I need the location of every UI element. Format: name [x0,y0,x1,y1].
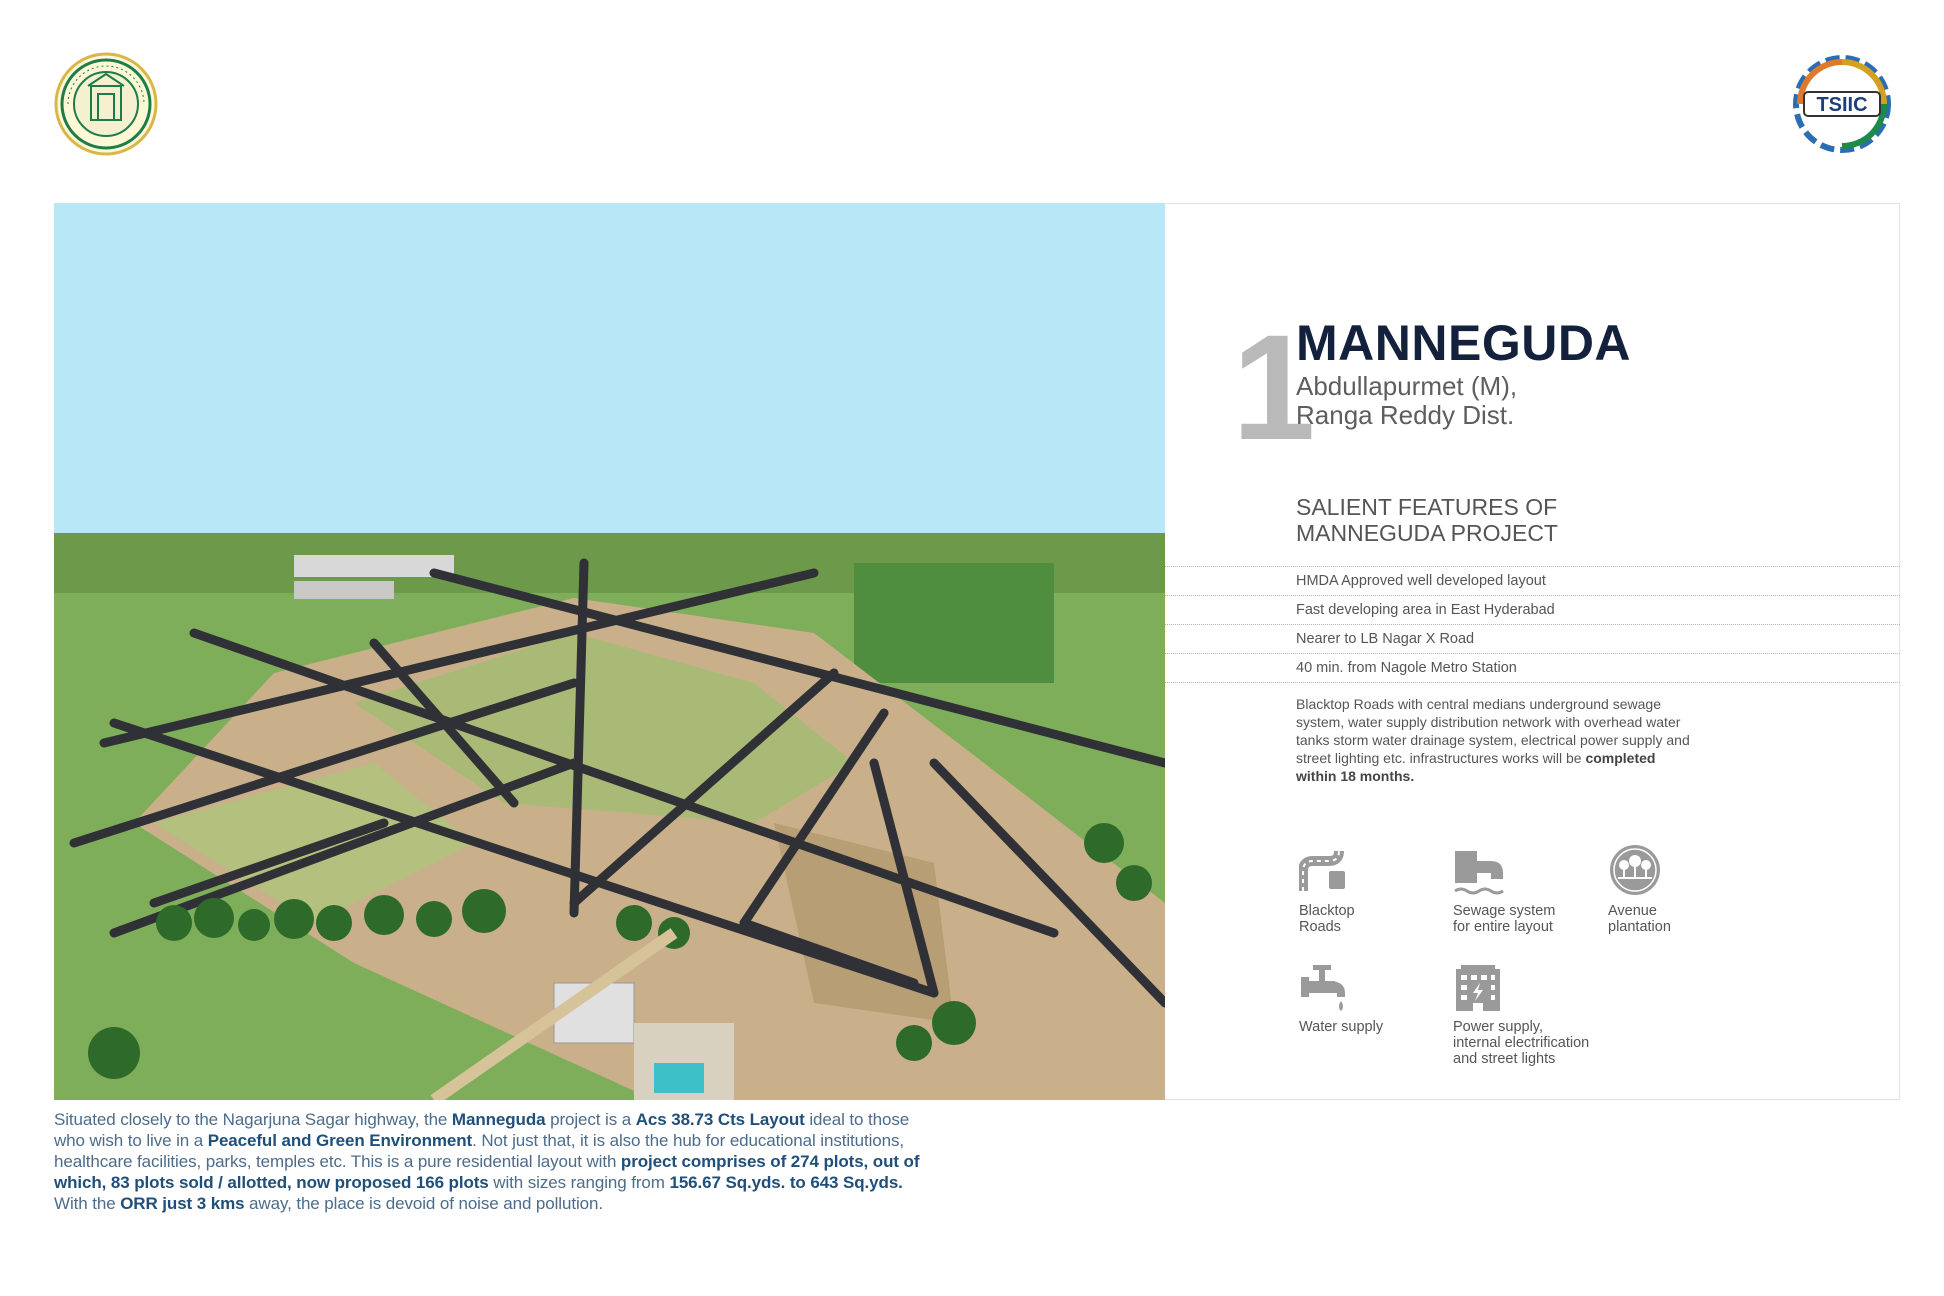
desc-text: project is a [545,1110,636,1129]
desc-highlight: project comprises of 274 plots, out of which, 83 plots sold / allotted, now proposed 166 plots [54,1152,920,1192]
desc-highlight: 156.67 Sq.yds. to 643 Sq.yds. [669,1173,903,1192]
project-location [1296,372,1716,430]
desc-text: away, the place is devoid of noise and pollution. [244,1194,603,1213]
infra-completion: completed within 18 months. [1296,750,1656,784]
tree-icon [1608,843,1662,897]
water-tap-icon [1299,963,1353,1013]
amenity-label: Avenue plantation [1608,903,1671,935]
aerial-layout-photo [54,203,1165,1100]
amenity-blacktop-roads [1299,847,1469,935]
amenity-label: Sewage system for entire layout [1453,903,1556,935]
salient-features-heading [1296,494,1696,546]
feature-item: Nearer to LB Nagar X Road [1165,624,1900,653]
desc-highlight: Peaceful and Green Environment [207,1131,473,1150]
power-building-icon [1453,963,1503,1013]
desc-highlight: ORR just 3 kms [120,1194,245,1213]
tsiic-logo-text: TSIIC [1816,94,1868,116]
desc-text: With the [54,1194,121,1213]
government-of-telangana-seal [54,52,158,156]
tsiic-logo [1790,52,1894,156]
amenity-water-supply [1299,963,1469,1035]
salient-heading-line-2: MANNEGUDA PROJECT [1296,520,1558,546]
desc-text: Situated closely to the Nagarjuna Sagar highway, the [54,1110,452,1129]
amenity-label: Water supply [1299,1019,1384,1035]
project-title: MANNEGUDA [1296,315,1632,371]
feature-item: 40 min. from Nagole Metro Station [1165,653,1900,683]
infra-text: Blacktop Roads with central medians underground sewage system, water supply distribution network with overhead water tanks storm water drainage system, electrical power supply and street lighting etc. infrastructures works will be [1296,696,1690,766]
location-line-1: Abdullapurmet (M), [1296,371,1518,401]
amenity-avenue-plantation [1608,843,1778,935]
tsiic-gear-icon [1790,52,1894,156]
desc-highlight: Acs 38.73 Cts Layout [635,1110,805,1129]
desc-highlight: Manneguda [451,1110,546,1129]
amenity-power-supply [1453,963,1623,1067]
features-list [1165,566,1900,683]
project-description [54,1109,934,1214]
desc-text: with sizes ranging from [488,1173,670,1192]
desc-text: ideal to those who wish to live in a [54,1110,910,1150]
amenity-label: Blacktop Roads [1299,903,1355,935]
desc-text: . Not just that, it is also the hub for educational institutions, healthcare facilities, parks, temples etc. This is a pure residential layout with [54,1131,905,1171]
road-icon [1299,847,1349,897]
telangana-seal-icon [54,52,158,156]
location-line-2: Ranga Reddy Dist. [1296,400,1515,430]
project-number: 1 [1232,303,1310,471]
salient-heading-line-1: SALIENT FEATURES OF [1296,494,1558,520]
amenity-sewage [1453,847,1623,935]
infrastructure-description [1296,695,1696,785]
feature-item: Fast developing area in East Hyderabad [1165,595,1900,624]
amenity-label: Power supply, internal electrification and street lights [1453,1019,1590,1067]
feature-item: HMDA Approved well developed layout [1165,566,1900,595]
sewage-icon [1453,847,1507,897]
